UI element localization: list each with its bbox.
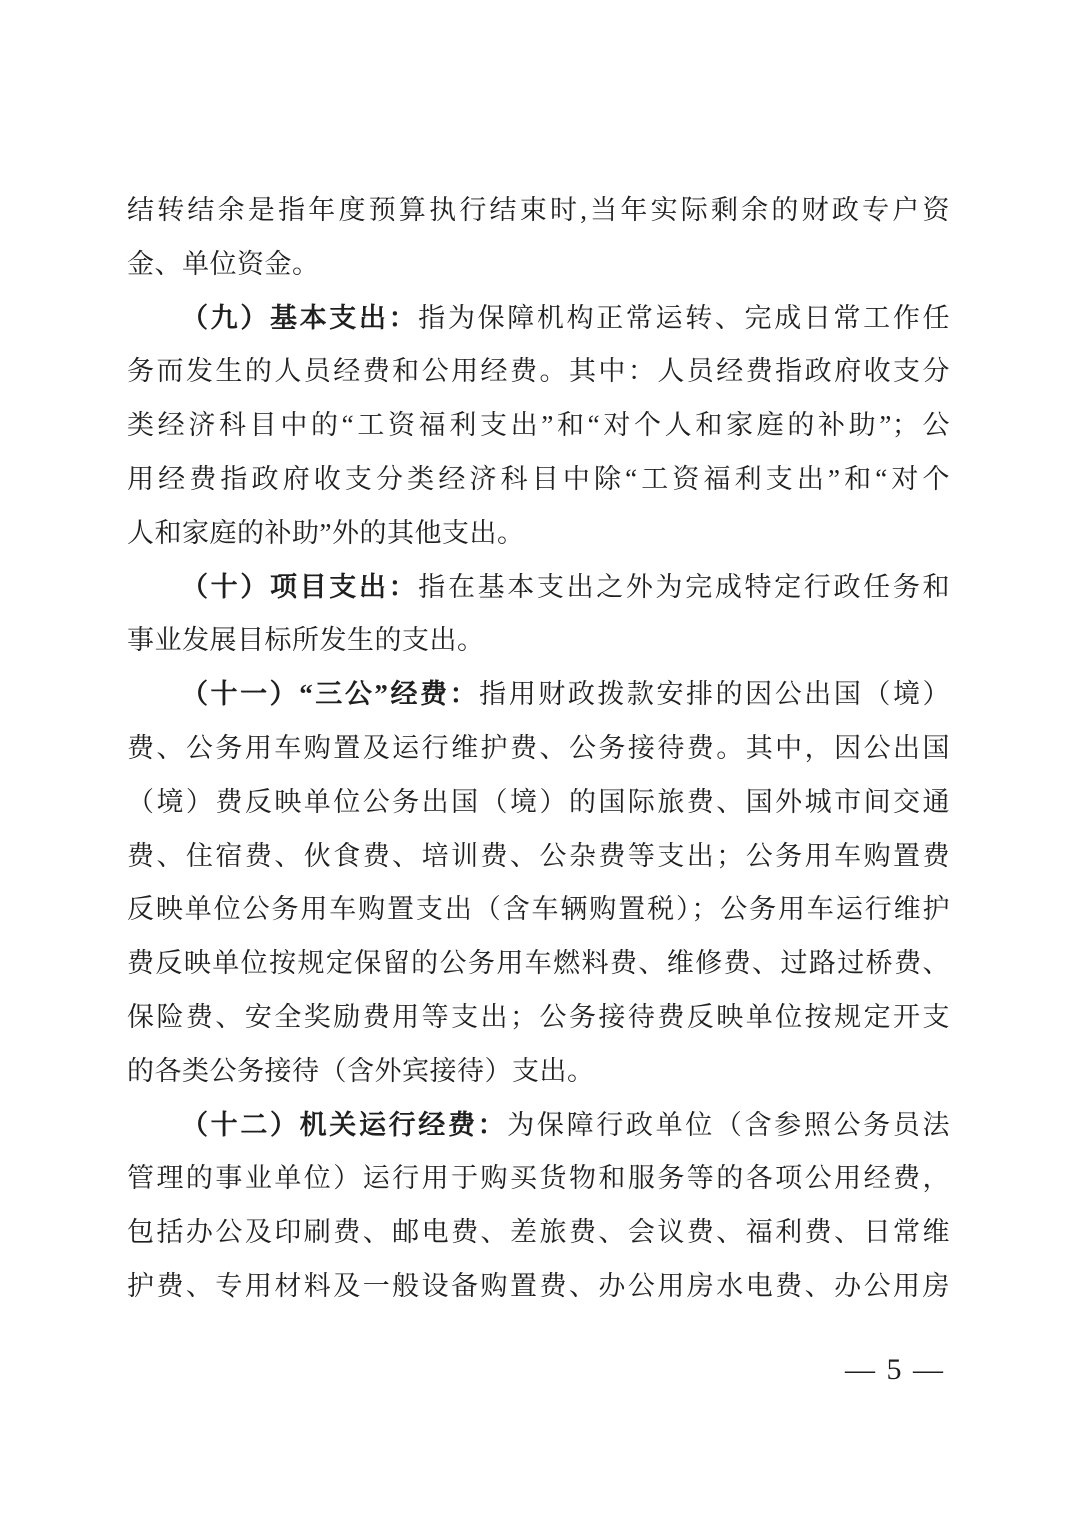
document-line: 金、单位资金。 bbox=[127, 248, 320, 279]
document-line: 费、公务用车购置及运行维护费、公务接待费。其中，因公出国 bbox=[127, 732, 950, 763]
document-line: 管理的事业单位）运行用于购买货物和服务等的各项公用经费， bbox=[127, 1163, 950, 1194]
document-line: 务而发生的人员经费和公用经费。其中：人员经费指政府收支分 bbox=[127, 356, 950, 387]
document-line: （十二）机关运行经费：为保障行政单位（含参照公务员法 bbox=[181, 1109, 951, 1140]
document-line: 反映单位公务用车购置支出（含车辆购置税）；公务用车运行维护 bbox=[127, 894, 950, 925]
document-line: 结转结余是指年度预算执行结束时,当年实际剩余的财政专户资 bbox=[127, 195, 950, 225]
document-line: （十一）“三公”经费：指用财政拨款安排的因公出国（境） bbox=[181, 679, 951, 710]
document-line: 用经费指政府收支分类经济科目中除“工资福利支出”和“对个 bbox=[127, 463, 950, 494]
page-number: — 5 — bbox=[845, 1353, 945, 1386]
document-line: 护费、专用材料及一般设备购置费、办公用房水电费、办公用房 bbox=[127, 1270, 950, 1301]
document-line: 费反映单位按规定保留的公务用车燃料费、维修费、过路过桥费、 bbox=[127, 948, 950, 979]
document-line: 事业发展目标所发生的支出。 bbox=[127, 625, 485, 656]
document-body bbox=[127, 184, 950, 1314]
paragraph-lead: （十）项目支出： bbox=[181, 571, 419, 602]
document-line: 的各类公务接待（含外宾接待）支出。 bbox=[127, 1055, 595, 1086]
document-line: 类经济科目中的“工资福利支出”和“对个人和家庭的补助”；公 bbox=[127, 410, 950, 441]
document-line: 人和家庭的补助”外的其他支出。 bbox=[127, 517, 525, 548]
document-line: 包括办公及印刷费、邮电费、差旅费、会议费、福利费、日常维 bbox=[127, 1217, 950, 1248]
document-line: 保险费、安全奖励费用等支出；公务接待费反映单位按规定开支 bbox=[127, 1001, 950, 1032]
document-line: （九）基本支出：指为保障机构正常运转、完成日常工作任 bbox=[181, 302, 951, 333]
paragraph-lead: （十一）“三公”经费： bbox=[181, 679, 480, 710]
document-line: 费、住宿费、伙食费、培训费、公杂费等支出；公务用车购置费 bbox=[127, 840, 950, 871]
paragraph-lead: （十二）机关运行经费： bbox=[181, 1109, 508, 1140]
paragraph-lead: （九）基本支出： bbox=[181, 302, 419, 333]
document-line: （境）费反映单位公务出国（境）的国际旅费、国外城市间交通 bbox=[127, 786, 950, 817]
document-line: （十）项目支出：指在基本支出之外为完成特定行政任务和 bbox=[181, 571, 951, 602]
